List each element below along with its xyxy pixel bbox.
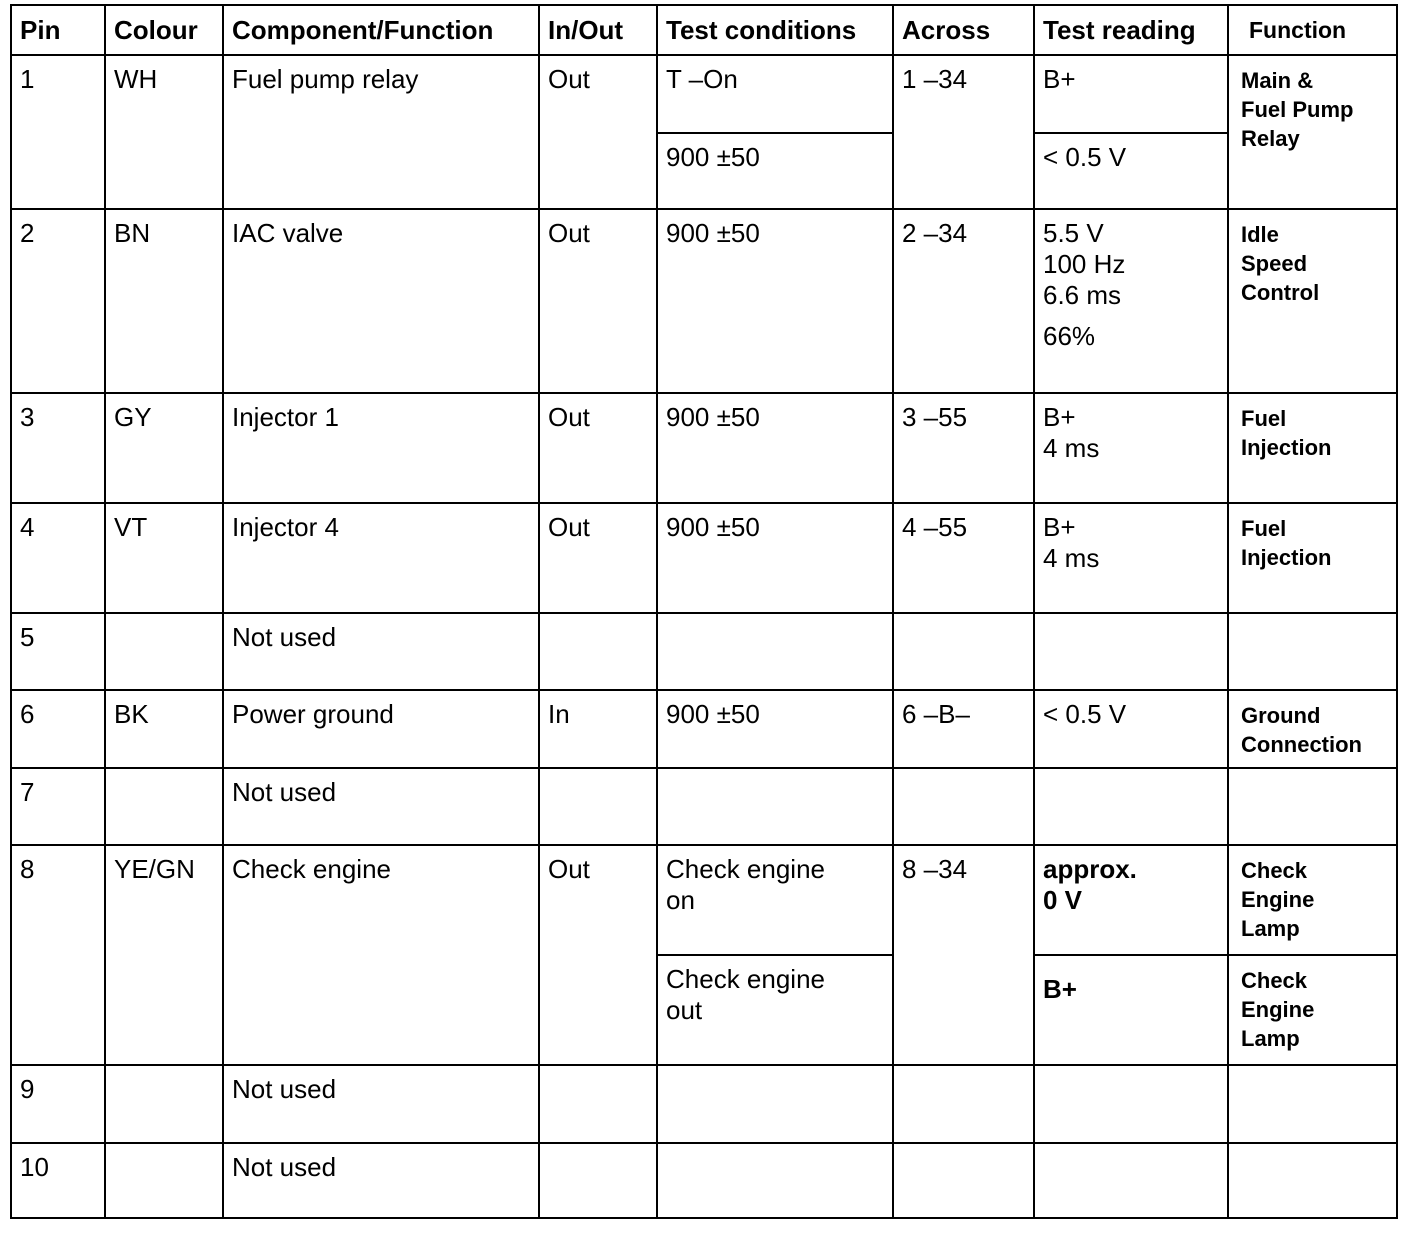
cell-component: Not used (223, 1065, 539, 1143)
cell-test-condition: 900 ±50 (657, 393, 893, 503)
cell-function (1228, 768, 1397, 845)
cell-function: Main & Fuel Pump Relay (1228, 55, 1397, 209)
cell-test-reading (1034, 768, 1228, 845)
cell-component: Injector 4 (223, 503, 539, 613)
cell-component: Injector 1 (223, 393, 539, 503)
cell-component: Not used (223, 613, 539, 690)
cell-inout (539, 613, 657, 690)
table-row (11, 768, 1397, 845)
reading-line: 5.5 V (1043, 218, 1104, 248)
cell-test-condition: 900 ±50 (657, 503, 893, 613)
cell-function (1228, 1065, 1397, 1143)
cell-across: 6 –B– (893, 690, 1034, 768)
cell-component: Not used (223, 1143, 539, 1218)
cell-test-condition (657, 1065, 893, 1143)
cell-inout: Out (539, 55, 657, 209)
cell-inout: In (539, 690, 657, 768)
cell-colour: BN (105, 209, 223, 393)
cell-across (893, 1065, 1034, 1143)
cell-colour: YE/GN (105, 845, 223, 1065)
cell-colour (105, 1065, 223, 1143)
cell-test-reading (1034, 209, 1228, 393)
cell-test-reading: B+ (1034, 55, 1228, 133)
table-row (11, 1143, 1397, 1218)
cell-pin: 7 (11, 768, 105, 845)
cell-inout: Out (539, 845, 657, 1065)
cell-function: Ground Connection (1228, 690, 1397, 768)
table-row (11, 209, 1397, 393)
cell-test-condition: Check engine on (657, 845, 893, 955)
cell-across (893, 768, 1034, 845)
cell-test-condition (657, 613, 893, 690)
header-pin: Pin (11, 5, 105, 55)
header-function: Function (1228, 5, 1397, 55)
cell-pin: 6 (11, 690, 105, 768)
reading-line: 6.6 ms (1043, 280, 1122, 310)
cell-inout (539, 768, 657, 845)
cell-test-reading (1034, 613, 1228, 690)
cell-inout: Out (539, 393, 657, 503)
cell-across: 1 –34 (893, 55, 1034, 209)
cell-component: Power ground (223, 690, 539, 768)
cell-colour: BK (105, 690, 223, 768)
cell-across: 4 –55 (893, 503, 1034, 613)
cell-function: Check Engine Lamp (1228, 955, 1397, 1065)
cell-inout (539, 1143, 657, 1218)
cell-test-reading: approx. 0 V (1034, 845, 1228, 955)
cell-test-condition: 900 ±50 (657, 209, 893, 393)
table-row (11, 503, 1397, 613)
cell-test-reading (1034, 1065, 1228, 1143)
table-row (11, 845, 1397, 955)
cell-test-condition: Check engine out (657, 955, 893, 1065)
cell-inout: Out (539, 209, 657, 393)
cell-pin: 1 (11, 55, 105, 209)
cell-pin: 9 (11, 1065, 105, 1143)
cell-colour: VT (105, 503, 223, 613)
cell-function: Fuel Injection (1228, 503, 1397, 613)
pin-test-table (10, 4, 1398, 1219)
cell-test-reading: < 0.5 V (1034, 690, 1228, 768)
cell-inout: Out (539, 503, 657, 613)
cell-function (1228, 613, 1397, 690)
cell-test-reading: B+ 4 ms (1034, 393, 1228, 503)
cell-across (893, 1143, 1034, 1218)
cell-colour (105, 768, 223, 845)
cell-across: 8 –34 (893, 845, 1034, 1065)
cell-pin: 2 (11, 209, 105, 393)
cell-pin: 5 (11, 613, 105, 690)
cell-test-condition: 900 ±50 (657, 690, 893, 768)
header-row (11, 5, 1397, 55)
header-inout: In/Out (539, 5, 657, 55)
header-component: Component/Function (223, 5, 539, 55)
cell-across: 3 –55 (893, 393, 1034, 503)
cell-test-condition (657, 1143, 893, 1218)
cell-function: Check Engine Lamp (1228, 845, 1397, 955)
cell-colour (105, 613, 223, 690)
cell-test-reading: B+ 4 ms (1034, 503, 1228, 613)
cell-pin: 10 (11, 1143, 105, 1218)
header-test-conditions: Test conditions (657, 5, 893, 55)
cell-component: IAC valve (223, 209, 539, 393)
cell-component: Fuel pump relay (223, 55, 539, 209)
cell-colour: WH (105, 55, 223, 209)
cell-function (1228, 1143, 1397, 1218)
cell-test-reading (1034, 1143, 1228, 1218)
header-colour: Colour (105, 5, 223, 55)
table-row (11, 393, 1397, 503)
cell-pin: 8 (11, 845, 105, 1065)
reading-line: 66% (1043, 321, 1096, 351)
header-across: Across (893, 5, 1034, 55)
cell-test-condition: 900 ±50 (657, 133, 893, 209)
header-test-reading: Test reading (1034, 5, 1228, 55)
table-row (11, 690, 1397, 768)
cell-function: Fuel Injection (1228, 393, 1397, 503)
reading-line: 100 Hz (1043, 249, 1126, 279)
cell-function: Idle Speed Control (1228, 209, 1397, 393)
cell-test-condition (657, 768, 893, 845)
cell-colour: GY (105, 393, 223, 503)
cell-test-reading: B+ (1034, 955, 1228, 1065)
cell-test-reading: < 0.5 V (1034, 133, 1228, 209)
cell-pin: 3 (11, 393, 105, 503)
cell-pin: 4 (11, 503, 105, 613)
cell-colour (105, 1143, 223, 1218)
table-row (11, 55, 1397, 133)
cell-component: Not used (223, 768, 539, 845)
cell-inout (539, 1065, 657, 1143)
cell-across (893, 613, 1034, 690)
cell-test-condition: T –On (657, 55, 893, 133)
table-row (11, 1065, 1397, 1143)
cell-across: 2 –34 (893, 209, 1034, 393)
cell-component: Check engine (223, 845, 539, 1065)
table-row (11, 613, 1397, 690)
